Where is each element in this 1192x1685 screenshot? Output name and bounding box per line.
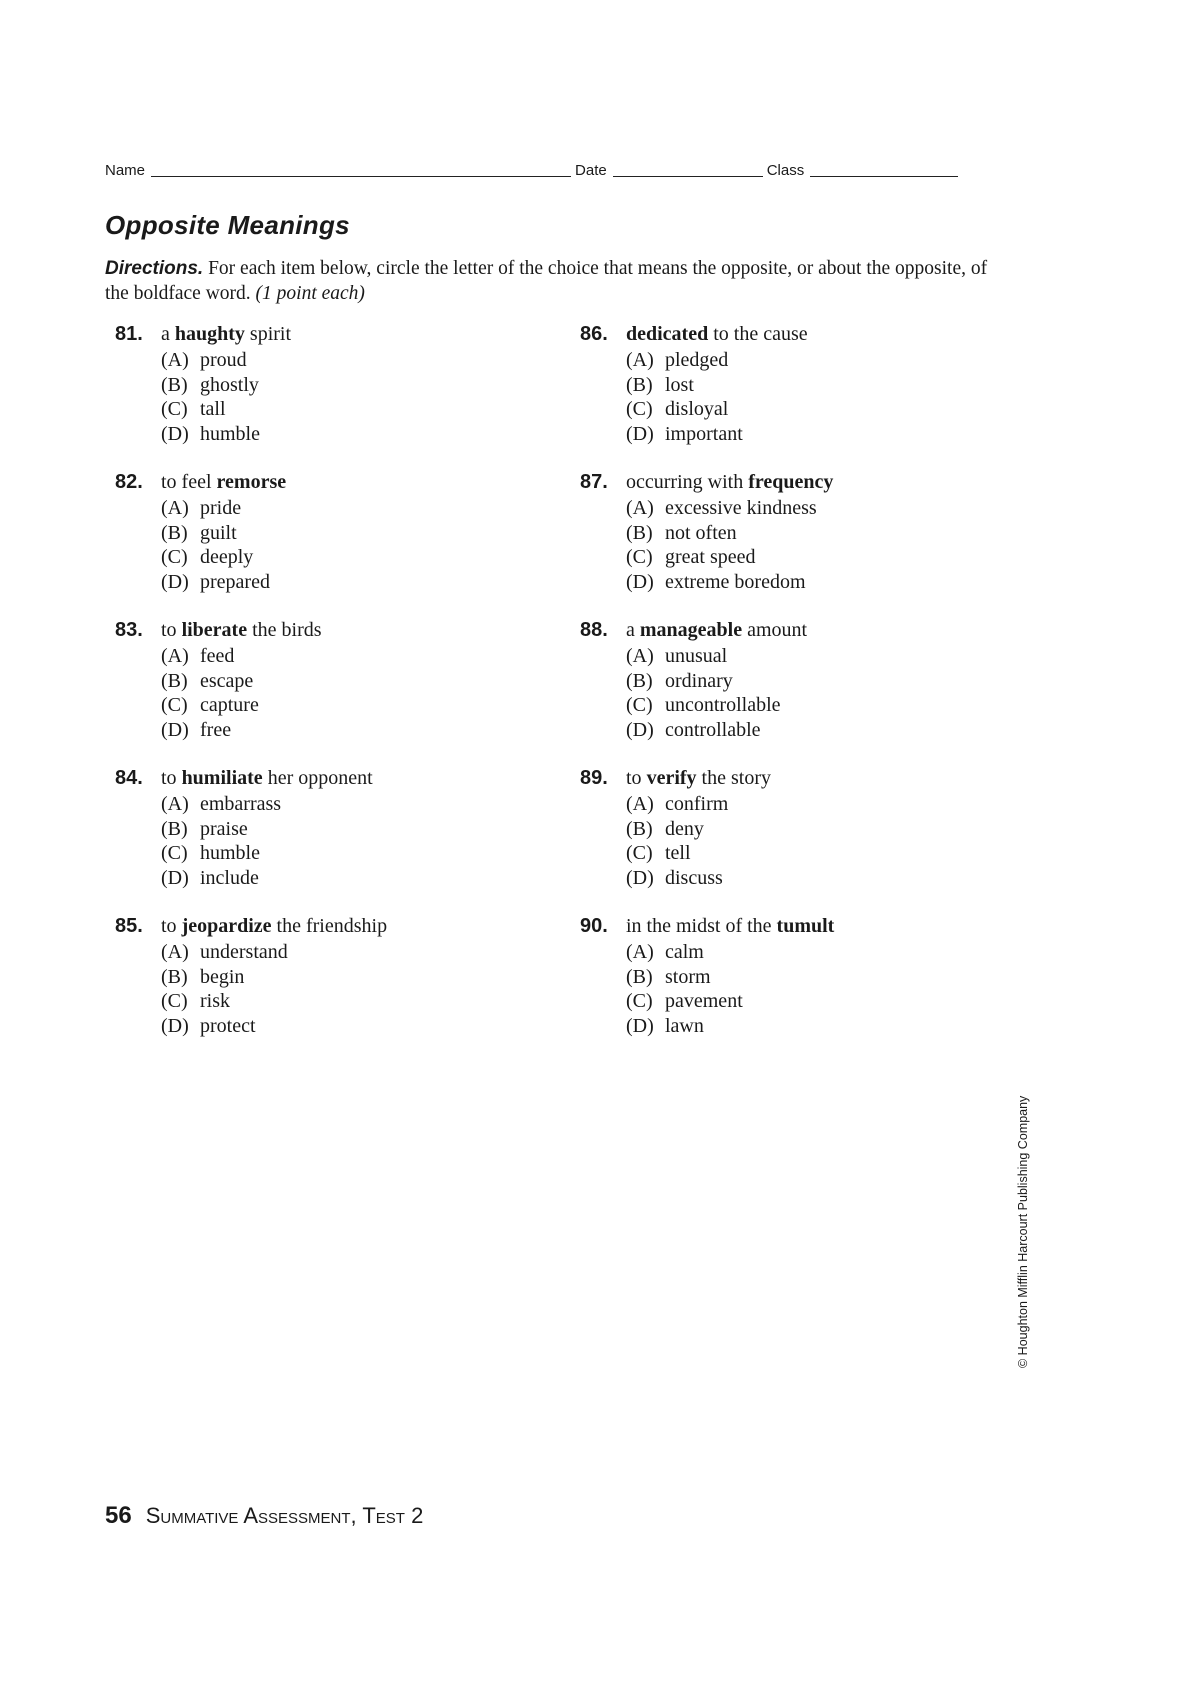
phrase-after: her opponent	[267, 767, 373, 789]
boldface-word: jeopardize	[181, 915, 272, 937]
question-phrase	[626, 468, 833, 496]
choice-text: pavement	[665, 990, 743, 1012]
choice-text: risk	[200, 990, 230, 1012]
choice-text: pride	[200, 497, 242, 519]
choice-letter: (D)	[626, 570, 654, 593]
choice-text: embarrass	[200, 793, 282, 815]
phrase-after: amount	[747, 619, 808, 641]
question-number: 81.	[115, 323, 143, 345]
phrase-after: to the cause	[713, 323, 808, 345]
answer-choice[interactable]	[626, 397, 834, 422]
answer-choice[interactable]	[626, 422, 834, 447]
choice-text: deeply	[200, 546, 254, 568]
choice-letter: (C)	[161, 694, 188, 716]
question-item	[115, 764, 387, 912]
answer-choice[interactable]	[161, 693, 387, 718]
phrase-before: to	[161, 767, 177, 789]
choice-text: storm	[665, 965, 711, 988]
choice-text: confirm	[665, 793, 729, 815]
choice-text: unusual	[665, 645, 728, 667]
points-note: (1 point each)	[255, 283, 365, 304]
choice-letter: (B)	[626, 817, 653, 840]
choice-letter: (D)	[161, 718, 189, 741]
choice-letter: (B)	[626, 373, 653, 396]
choice-letter: (A)	[626, 497, 654, 519]
choice-text: extreme boredom	[665, 570, 806, 593]
choice-text: praise	[200, 817, 248, 840]
choice-letter: (C)	[161, 842, 188, 864]
phrase-before: to	[161, 915, 177, 937]
choice-text: understand	[200, 941, 288, 963]
choice-text: important	[665, 422, 743, 445]
choice-text: prepared	[200, 570, 270, 593]
name-label: Name	[105, 162, 146, 179]
choice-text: guilt	[200, 521, 237, 544]
answer-choice[interactable]	[626, 570, 834, 595]
choice-letter: (B)	[161, 965, 188, 988]
choice-text: begin	[200, 965, 245, 988]
question-item	[115, 616, 387, 764]
question-phrase	[161, 320, 291, 348]
boldface-word: verify	[646, 767, 697, 789]
choice-letter: (B)	[626, 965, 653, 988]
choice-letter: (D)	[161, 1014, 189, 1037]
answer-choice[interactable]	[161, 817, 387, 842]
choice-text: tall	[200, 398, 226, 420]
phrase-before: to	[626, 767, 642, 789]
choice-letter: (C)	[161, 398, 188, 420]
question-stem	[580, 320, 834, 348]
answer-choice[interactable]	[626, 718, 834, 743]
choice-text: not often	[665, 521, 737, 544]
question-stem	[580, 912, 834, 940]
question-number: 86.	[580, 323, 608, 345]
answer-choice[interactable]	[161, 965, 387, 990]
question-phrase	[626, 616, 807, 644]
answer-choice[interactable]	[626, 348, 834, 373]
boldface-word: remorse	[216, 471, 287, 493]
choice-text: discuss	[665, 866, 723, 889]
class-label: Class	[766, 162, 805, 179]
choice-text: deny	[665, 817, 704, 840]
choice-text: feed	[200, 645, 235, 667]
phrase-after: spirit	[249, 323, 292, 345]
question-stem	[115, 764, 387, 792]
answer-choice[interactable]	[161, 866, 387, 891]
question-item	[115, 912, 387, 1060]
answer-choice[interactable]	[161, 1014, 387, 1039]
choice-letter: (D)	[161, 422, 189, 445]
choice-letter: (D)	[161, 570, 189, 593]
choice-text: ordinary	[665, 669, 733, 692]
choice-letter: (B)	[161, 817, 188, 840]
choice-text: include	[200, 866, 259, 889]
answer-choice[interactable]	[161, 989, 387, 1014]
directions	[105, 256, 995, 306]
question-number: 85.	[115, 915, 143, 937]
answer-choice[interactable]	[626, 1014, 834, 1039]
phrase-before: in the midst of the	[626, 915, 772, 937]
choice-text: uncontrollable	[665, 694, 781, 716]
phrase-before: occurring with	[626, 471, 744, 493]
question-stem	[115, 320, 387, 348]
question-phrase	[626, 764, 771, 792]
choice-letter: (A)	[161, 793, 189, 815]
choice-letter: (C)	[626, 546, 653, 568]
choice-letter: (A)	[161, 349, 189, 371]
choice-letter: (A)	[161, 941, 189, 963]
choice-text: free	[200, 718, 232, 741]
answer-choice[interactable]	[626, 792, 834, 817]
question-phrase	[626, 320, 808, 348]
answer-choice[interactable]	[161, 669, 387, 694]
page-footer	[105, 1502, 423, 1530]
question-item	[580, 616, 834, 764]
answer-choice[interactable]	[161, 373, 387, 398]
question-number: 82.	[115, 471, 143, 493]
choice-letter: (B)	[161, 669, 188, 692]
answer-choice[interactable]	[161, 397, 387, 422]
choice-letter: (A)	[161, 645, 189, 667]
question-number: 90.	[580, 915, 608, 937]
choice-text: humble	[200, 842, 260, 864]
question-stem	[115, 468, 387, 496]
phrase-before: to	[161, 619, 177, 641]
choice-letter: (A)	[626, 941, 654, 963]
question-item	[580, 468, 834, 616]
choice-text: great speed	[665, 546, 756, 568]
choice-letter: (B)	[161, 521, 188, 544]
choice-text: pledged	[665, 349, 729, 371]
choice-text: capture	[200, 694, 259, 716]
question-phrase	[161, 912, 387, 940]
directions-label: Directions.	[105, 258, 204, 279]
boldface-word: liberate	[181, 619, 248, 641]
directions-text: For each item below, circle the letter of the choice that means the opposite, or about the opposite, of the boldface word.	[105, 258, 988, 304]
choice-letter: (C)	[626, 398, 653, 420]
answer-choice[interactable]	[161, 496, 387, 521]
choice-letter: (A)	[626, 349, 654, 371]
answer-choice[interactable]	[161, 570, 387, 595]
question-number: 89.	[580, 767, 608, 789]
choice-letter: (C)	[626, 694, 653, 716]
question-stem	[115, 616, 387, 644]
choice-letter: (B)	[161, 373, 188, 396]
answer-choice[interactable]	[161, 644, 387, 669]
boldface-word: tumult	[776, 915, 835, 937]
choice-text: disloyal	[665, 398, 729, 420]
answer-choice[interactable]	[626, 940, 834, 965]
answer-choice[interactable]	[626, 496, 834, 521]
question-phrase	[161, 764, 373, 792]
question-phrase	[161, 468, 286, 496]
page-title: Opposite Meanings	[105, 210, 350, 240]
question-stem	[580, 764, 834, 792]
boldface-word: frequency	[748, 471, 834, 493]
answer-choice[interactable]	[626, 693, 834, 718]
question-item	[580, 320, 834, 468]
choice-text: calm	[665, 941, 704, 963]
answer-choice[interactable]	[626, 373, 834, 398]
question-number: 83.	[115, 619, 143, 641]
answer-choice[interactable]	[626, 644, 834, 669]
answer-choice[interactable]	[626, 669, 834, 694]
choice-text: tell	[665, 842, 691, 864]
date-field[interactable]	[613, 162, 763, 177]
answer-choice[interactable]	[626, 841, 834, 866]
answer-choice[interactable]	[161, 422, 387, 447]
phrase-before: a	[626, 619, 635, 641]
phrase-after: the story	[701, 767, 771, 789]
choice-letter: (A)	[626, 645, 654, 667]
page-number: 56	[105, 1502, 132, 1529]
choice-text: protect	[200, 1014, 256, 1037]
choice-letter: (D)	[626, 718, 654, 741]
question-number: 88.	[580, 619, 608, 641]
answer-choice[interactable]	[626, 817, 834, 842]
choice-text: excessive kindness	[665, 497, 817, 519]
date-label: Date	[575, 162, 607, 179]
questions-left-column	[115, 320, 387, 1060]
answer-choice[interactable]	[626, 866, 834, 891]
question-phrase	[626, 912, 834, 940]
boldface-word: dedicated	[626, 323, 709, 345]
phrase-after: the birds	[252, 619, 322, 641]
answer-choice[interactable]	[161, 841, 387, 866]
boldface-word: haughty	[174, 323, 245, 345]
answer-choice[interactable]	[626, 545, 834, 570]
choice-letter: (D)	[626, 1014, 654, 1037]
choice-text: controllable	[665, 718, 761, 741]
choice-letter: (D)	[626, 422, 654, 445]
choice-letter: (D)	[161, 866, 189, 889]
choice-text: humble	[200, 422, 260, 445]
choice-letter: (C)	[626, 990, 653, 1012]
choice-text: escape	[200, 669, 254, 692]
question-item	[115, 320, 387, 468]
question-item	[580, 764, 834, 912]
boldface-word: manageable	[639, 619, 743, 641]
choice-letter: (D)	[626, 866, 654, 889]
choice-letter: (C)	[161, 546, 188, 568]
copyright-notice: © Houghton Mifflin Harcourt Publishing Company	[1016, 1095, 1030, 1368]
name-field[interactable]	[151, 162, 571, 177]
answer-choice[interactable]	[626, 965, 834, 990]
student-info-header	[105, 162, 980, 179]
choice-letter: (B)	[626, 521, 653, 544]
choice-text: ghostly	[200, 373, 259, 396]
answer-choice[interactable]	[626, 521, 834, 546]
choice-text: lawn	[665, 1014, 704, 1037]
choice-letter: (A)	[626, 793, 654, 815]
choice-letter: (C)	[161, 990, 188, 1012]
class-field[interactable]	[810, 162, 958, 177]
answer-choice[interactable]	[161, 792, 387, 817]
question-stem	[115, 912, 387, 940]
answer-choice[interactable]	[161, 940, 387, 965]
boldface-word: humiliate	[181, 767, 263, 789]
question-item	[580, 912, 834, 1060]
choice-letter: (A)	[161, 497, 189, 519]
footer-title: Summative Assessment, Test 2	[145, 1503, 424, 1528]
answer-choice[interactable]	[161, 521, 387, 546]
question-number: 87.	[580, 471, 608, 493]
phrase-before: a	[161, 323, 170, 345]
answer-choice[interactable]	[161, 545, 387, 570]
question-stem	[580, 468, 834, 496]
choice-letter: (B)	[626, 669, 653, 692]
question-stem	[580, 616, 834, 644]
answer-choice[interactable]	[626, 989, 834, 1014]
answer-choice[interactable]	[161, 348, 387, 373]
choice-text: lost	[665, 373, 694, 396]
question-number: 84.	[115, 767, 143, 789]
question-phrase	[161, 616, 322, 644]
choice-letter: (C)	[626, 842, 653, 864]
phrase-before: to feel	[161, 471, 212, 493]
choice-text: proud	[200, 349, 247, 371]
question-item	[115, 468, 387, 616]
answer-choice[interactable]	[161, 718, 387, 743]
phrase-after: the friendship	[276, 915, 388, 937]
questions-right-column	[580, 320, 834, 1060]
